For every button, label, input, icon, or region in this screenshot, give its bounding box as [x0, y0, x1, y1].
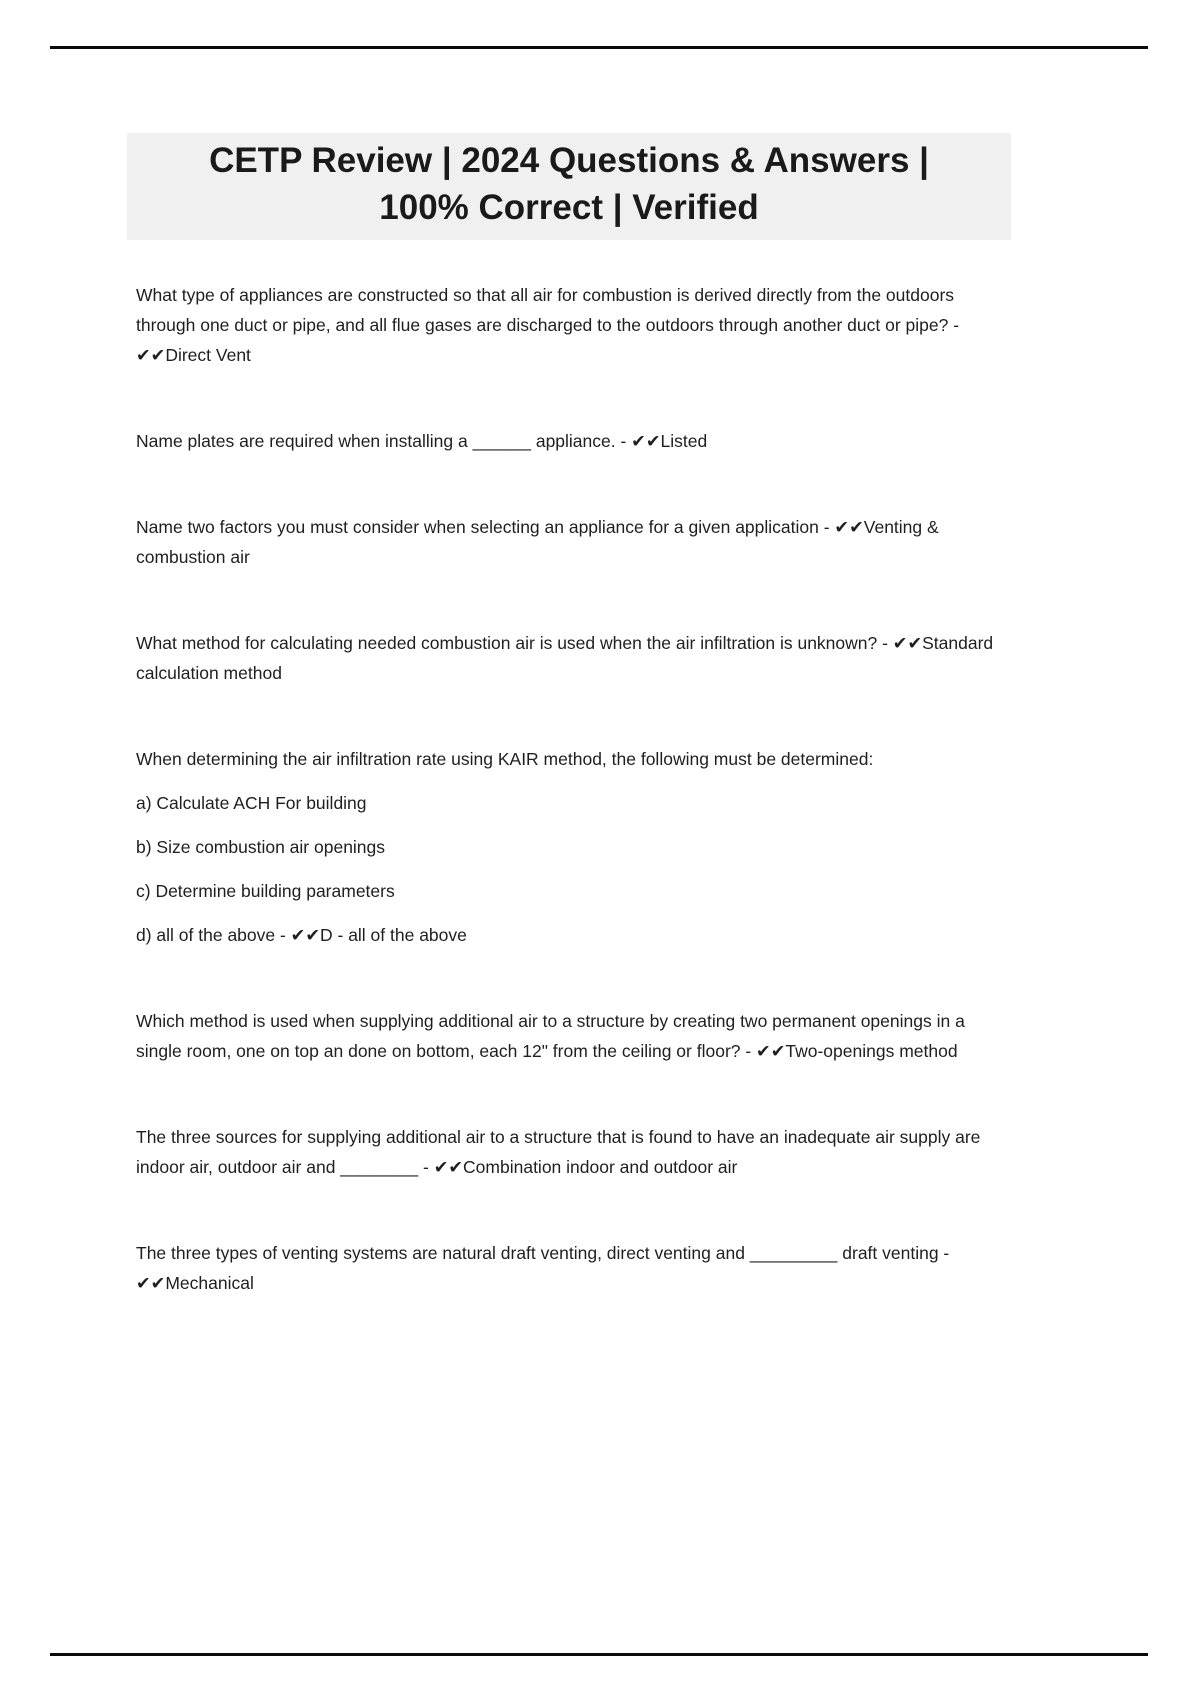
title-line-1: CETP Review | 2024 Questions & Answers | — [209, 141, 929, 180]
title-line-2: 100% Correct | Verified — [379, 188, 759, 228]
top-rule — [50, 46, 1148, 49]
qa-option-d: d) all of the above - ✔✔D - all of the above — [136, 924, 467, 945]
qa-paragraph: When determining the air infiltration rate using KAIR method, the following must be determined: — [136, 748, 874, 769]
qa-paragraph: What method for calculating needed combustion air is used when the air infiltration is unknown? - ✔✔Standard calculation method — [136, 632, 994, 683]
qa-block-8 — [136, 1238, 1008, 1298]
qa-paragraph: What type of appliances are constructed so that all air for combustion is derived directly from the outdoors through one duct or pipe, and all flue gases are discharged to the outdoors through another duct or pipe? - ✔✔Direct Vent — [136, 284, 960, 365]
document-content — [136, 133, 1066, 1298]
qa-block-2 — [136, 426, 1008, 456]
qa-block-3 — [136, 512, 1008, 572]
qa-paragraph: The three sources for supplying additional air to a structure that is found to have an inadequate air supply are indoor air, outdoor air and ________ - ✔✔Combination indoor and outdoor air — [136, 1126, 981, 1177]
qa-paragraph: Name plates are required when installing a ______ appliance. - ✔✔Listed — [136, 430, 708, 451]
qa-paragraph: The three types of venting systems are natural draft venting, direct venting and _________ draft venting - ✔✔Mechanical — [136, 1242, 950, 1293]
document-title — [127, 133, 1011, 240]
qa-block-7 — [136, 1122, 1008, 1182]
qa-block-5 — [136, 744, 1008, 950]
qa-option-a: a) Calculate ACH For building — [136, 792, 367, 813]
qa-option-b: b) Size combustion air openings — [136, 836, 386, 857]
qa-paragraph: Name two factors you must consider when selecting an appliance for a given application - ✔✔Venting & combustion air — [136, 516, 939, 567]
qa-block-1 — [136, 280, 1008, 370]
qa-option-c: c) Determine building parameters — [136, 880, 395, 901]
qa-paragraph: Which method is used when supplying additional air to a structure by creating two permanent openings in a single room, one on top an done on bottom, each 12" from the ceiling or floor? - ✔✔Two-openings method — [136, 1010, 965, 1061]
qa-block-6 — [136, 1006, 1008, 1066]
qa-block-4 — [136, 628, 1008, 688]
bottom-rule — [50, 1653, 1148, 1656]
